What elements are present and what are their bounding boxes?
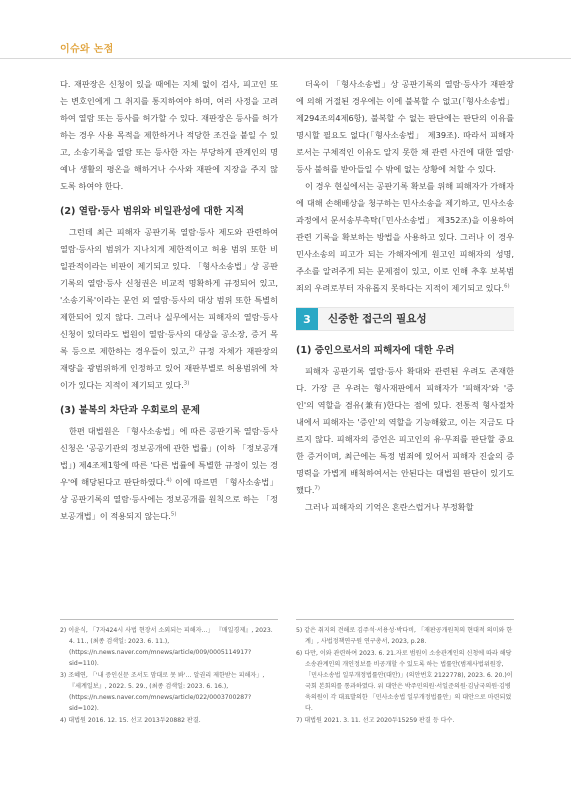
section-number: 3	[296, 308, 318, 330]
paragraph: 그러나 피해자의 기억은 혼란스럽거나 부정확할	[305, 502, 474, 512]
section-tag: 이슈와 논점	[60, 44, 114, 55]
paragraph: 더욱이 「형사소송법」상 공판기록의 열람·등사가 재판장에 의해 거절된 경우에는 이에 불복할 수 없고(「형사소송법」 제294조의4제6항), 불복할 수 없는 판단에는 판단의 이유를 명시할 필요도 없다(「형사소송법」 제39조). 따라서 피해자로서는 구체적인 이유도 알지 못한 채 관련 사건에 대한 열람·등사 불허를 받아들일 수 밖에 없는 상황에 처할 수 있다.	[296, 79, 514, 174]
footnotes-right	[296, 619, 514, 727]
paragraph: 다. 재판장은 신청이 있을 때에는 지체 없이 검사, 피고인 또는 변호인에게 그 취지를 통지하여야 하며, 여러 사정을 고려하여 열람 또는 등사를 허가할 수 있다. 재판장은 등사를 허가하는 경우 사용 목적을 제한하거나 적당한 조건을 붙일 수 있고, 소송기록을 열람 또는 등사한 자는 부당하게 관계인의 명예나 생활의 평온을 해하거나 수사와 재판에 지장을 주지 않도록 하여야 한다.	[60, 79, 278, 191]
footnote: 7) 대법원 2021. 3. 11. 선고 2020두15259 판결 등 다수.	[296, 717, 455, 724]
footnote: 5) 같은 취지의 견해로 김주석·서용성·박다비, 「재판공개원칙의 현대적 의미와 한계」, 사법정책연구원 연구총서, 2023, p.28.	[296, 627, 513, 645]
footnote-ref: 5)	[170, 511, 177, 518]
subheading: (1) 증인으로서의 피해자에 대한 우려	[296, 345, 455, 356]
footnote-ref: 4)	[166, 477, 172, 484]
footnotes-left	[60, 619, 278, 727]
paragraph: 한편 대법원은 「형사소송법」에 따른 공판기록 열람·등사 신청은 '공공기관의 정보공개에 관한 법률」(이하 「정보공개법」) 제4조제1항에 따른 '다른 법률에 특별한 규정이 있는 경우'에 해당된다고 판단하였다.$^{4)}$ 이에 따르면 「형사소송법」상 공판기록의 열람·등사에는 정보공개를 원칙으로 하는 「정보공개법」이 적용되지 않는다.$^{5)}$	[60, 426, 278, 521]
paragraph: 이 경우 현실에서는 공판기록 확보를 위해 피해자가 가해자에 대해 손해배상을 청구하는 민사소송을 제기하고, 민사소송 과정에서 문서송부촉탁(「민사소송법」 제352조)을 이용하여 관련 기록을 확보하는 방법을 사용하고 있다. 그러나 이 경우 민사소송의 피고가 되는 가해자에게 원고인 피해자의 성명, 주소를 알려주게 되는 문제점이 있고, 이로 인해 추후 보복범죄의 우려로부터 자유롭지 못하다는 지적이 제기되고 있다.$^{6)}$	[296, 181, 514, 293]
right-column	[296, 76, 514, 516]
footnote-ref: 6)	[504, 283, 510, 290]
footnote-ref: 3)	[183, 380, 190, 387]
footnote: 2) 이윤식, 「7자424시 사법 현장서 소외되는 피해자…」 『매일경제』, 2023. 4. 11., (최종 검색일: 2023. 6. 11.), (https://n.news.naver.com/mnews/article/009/0005114917?sid=110).	[60, 627, 273, 667]
subheading: (3) 불복의 차단과 우회로의 문제	[60, 405, 201, 416]
page-header	[0, 0, 571, 59]
footnote-ref: 2)	[189, 346, 195, 353]
footnote: 4) 대법원 2016. 12. 15. 선고 2013두20882 판결.	[60, 717, 201, 724]
footnote: 6) 다만, 이와 관련하여 2023. 6. 21.자로 범원이 소송관계인의 신청에 따라 해당 소송관계인의 개인정보를 비공개할 수 있도록 하는 법률안(범제사법위원장, 「민사소송법 일부개정법률안(대안)」(의안번호 2122778), 2023. 6. 20.)이 국회 본회의를 통과하였다. 위 대안은 박주민의원·서일준의원·김남국의원·김병욱의원이 각 대표발의한 「민사소송법 일부개정법률안」의 대안으로 마련되었다.	[296, 650, 513, 712]
section-title: 신중한 접근의 필요성	[328, 312, 427, 325]
left-column	[60, 76, 278, 525]
footnote: 3) 조혜연, 「'내 증인신문 조서도 맘대로 못 봐'… 알권리 제한받는 피해자」, 『세계일보』, 2022. 5. 29., (최종 검색일: 2023. 6. 16.), (https://n.news.naver.com/mnews/article/022/0003700287?sid=102).	[60, 672, 265, 712]
footnote-ref: 7)	[314, 485, 321, 492]
section-header	[296, 307, 514, 331]
subheading: (2) 열람·등사 범위와 비일관성에 대한 지적	[60, 206, 245, 217]
paragraph: 피해자 공판기록 열람·등사 확대와 관련된 우려도 존재한다. 가장 큰 우려는 형사재판에서 피해자가 '피해자'와 '증인'의 역할을 겸유(兼有)한다는 점에 있다. 전통적 형사절차 내에서 피해자는 '증인'의 역할을 기능해왔고, 이는 지금도 다르지 않다. 피해자의 증언은 피고인의 유·무죄를 판단할 중요한 증거이며, 최근에는 특정 범죄에 있어서 피해자 진술의 증명력을 가볍게 배척하여서는 안된다는 대법원 판단이 있기도 했다.$^{7)}$	[296, 366, 514, 495]
paragraph: 그런데 최근 피해자 공판기록 열람·등사 제도와 관련하여 열람·등사의 범위가 지나치게 제한적이고 허용 범위 또한 비일관적이라는 비판이 제기되고 있다. 「형사소송법」상 공판기록의 열람·등사 신청권은 비교적 명확하게 규정되어 있고, '소송기록'이라는 문언 외 열람·등사의 대상 범위 또한 특별히 제한되어 있지 않다. 그러나 실무에서는 피해자의 열람·등사 신청이 있더라도 법원이 열람·등사의 대상을 공소장, 증거 목록 등으로 제한하는 경우들이 있고,$^{2)}$ 규정 자체가 재판장의 재량을 광범위하게 인정하고 있어 재판부별로 허용범위에 차이가 있다는 지적이 제기되고 있다.$^{3)}$	[60, 227, 278, 390]
